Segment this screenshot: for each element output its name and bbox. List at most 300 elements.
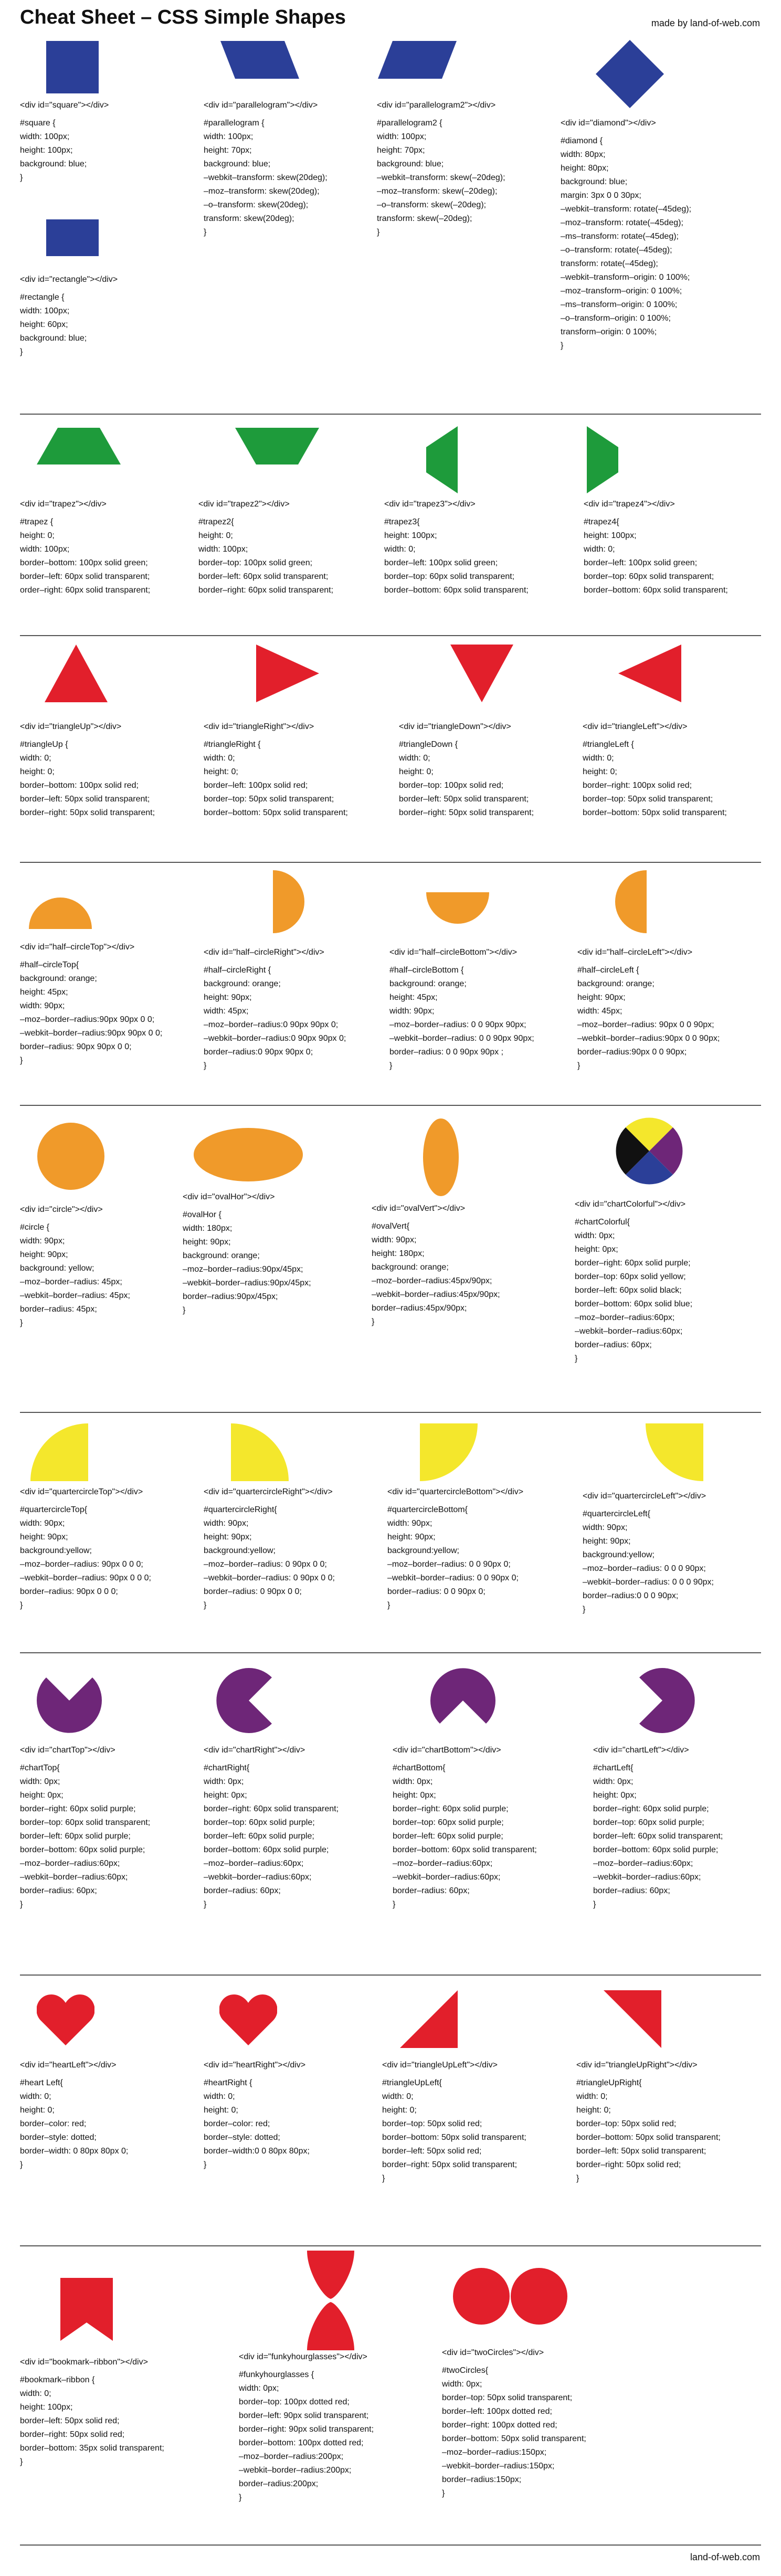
code-css-line: border–left: 100px solid green; [584,558,698,567]
code-css-line: –webkit–border–radius:60px; [575,1327,683,1336]
code-css-line: border–left: 60px solid transparent; [198,572,329,581]
code-css-line: width: 0; [204,2092,235,2101]
code-css-line: height: 100px; [584,531,637,540]
footer-credit: land-of-web.com [690,2552,760,2562]
code-css-line: –moz–transform: rotate(–45deg); [561,218,683,227]
code-css-line: background: orange; [20,974,97,983]
code-css-line: border–bottom: 50px solid transparent; [204,808,348,817]
code-css-line: border–right: 50px solid red; [20,2430,125,2439]
code-css-line: border–radius: 60px; [575,1340,652,1349]
code-css-line: background: blue; [20,160,87,168]
code-css-line: height: 45px; [389,993,438,1002]
rectangle-shape [46,219,99,256]
code-css-line: width: 0; [20,754,51,763]
diamond-shape [596,40,664,108]
code-heart-right [204,2058,310,2172]
code-css-line: width: 100px; [377,132,427,141]
code-css-line: #triangleUpRight{ [576,2078,642,2087]
code-css-line: border–left: 60px solid black; [575,1286,682,1295]
section-divider [20,862,761,863]
code-markup-line: <div id="half–circleLeft"></div> [577,948,693,957]
code-css-line: border–style: dotted; [20,2133,97,2142]
square-shape [46,41,99,93]
code-css-line: #chartColorful{ [575,1218,630,1227]
code-css-line: –webkit–border–radius: 0 90px 0 0; [204,1574,335,1582]
code-css-line: –moz–border–radius: 0 90px 0 0; [204,1560,327,1569]
code-css-line: width: 0; [384,545,416,554]
trapez-shape [37,428,121,464]
code-css-line: border–top: 50px solid red; [382,2119,482,2128]
code-css-line: –o–transform: rotate(–45deg); [561,246,672,255]
code-css-line: height: 0px; [575,1245,618,1254]
code-trapez4 [584,498,728,597]
code-css-line: border–bottom: 50px solid transparent; [583,808,727,817]
code-markup-line: <div id="half–circleBottom"></div> [389,948,518,957]
code-css-line: border–left: 100px dotted red; [442,2407,552,2416]
code-css-line: width: 0px; [442,2380,482,2389]
code-markup-line: <div id="quartercircleLeft"></div> [583,1492,706,1501]
code-css-line: width: 100px; [204,132,254,141]
code-css-line: width: 0; [576,2092,608,2101]
code-chart-bottom [393,1744,537,1912]
code-css-line: border–radius:200px; [239,2479,319,2488]
code-css-line: width: 90px; [583,1523,628,1532]
code-css-line: border–right: 60px solid purple; [575,1259,691,1268]
code-css-line: width: 90px; [20,1237,65,1245]
code-markup-line: <div id="triangleUpRight"></div> [576,2061,698,2070]
code-css-line: border–right: 60px solid purple; [393,1804,509,1813]
section-divider [20,635,761,636]
section-divider [20,2245,761,2246]
code-css-line: width: 90px; [20,1001,65,1010]
code-css-line: } [561,341,564,350]
code-css-line: border–radius: 60px; [20,1886,97,1895]
code-css-line: –moz–border–radius:60px; [20,1859,120,1868]
code-chart-top [20,1744,150,1912]
code-css-line: #square { [20,119,56,128]
heart-left-shape [37,1990,94,2048]
page-title: Cheat Sheet – CSS Simple Shapes [20,6,346,28]
code-css-line: background:yellow; [204,1546,276,1555]
code-css-line: border–bottom: 100px solid red; [20,781,139,790]
code-css-line: #diamond { [561,136,603,145]
code-css-line: border–top: 100px solid green; [198,558,313,567]
code-css-line: #circle { [20,1223,50,1232]
code-css-line: border–left: 50px solid red; [20,2416,120,2425]
section-divider [20,414,761,415]
code-css-line: –webkit–border–radius:60px; [393,1873,501,1882]
code-css-line: } [377,228,380,237]
code-markup-line: <div id="quartercircleBottom"></div> [387,1487,524,1496]
code-markup-line: <div id="heartLeft"></div> [20,2061,117,2070]
code-diamond [561,117,691,353]
code-css-line: border–bottom: 60px solid purple; [593,1845,719,1854]
code-css-line: –webkit–border–radius: 45px; [20,1291,130,1300]
code-css-line: –webkit–border–radius: 0 0 90px 0; [387,1574,519,1582]
code-css-line: width: 90px; [204,1519,249,1528]
code-css-line: border–left: 60px solid purple; [20,1832,131,1841]
code-css-line: height: 90px; [20,1250,68,1259]
code-css-line: border–radius:0 0 0 90px; [583,1591,679,1600]
code-css-line: height: 90px; [387,1533,436,1542]
code-css-line: –moz–border–radius:45px/90px; [372,1276,492,1285]
code-css-line: border–right: 90px solid transparent; [239,2425,374,2434]
code-css-line: height: 100px; [20,2403,73,2412]
code-css-line: width: 90px; [372,1236,417,1244]
code-css-line: height: 100px; [384,531,437,540]
code-css-line: background:yellow; [387,1546,459,1555]
code-css-line: –webkit–border–radius:0 90px 90px 0; [204,1034,346,1043]
code-css-line: #half–circleTop{ [20,960,79,969]
code-css-line: border–top: 60px solid transparent; [384,572,515,581]
code-css-line: –webkit–transform–origin: 0 100%; [561,273,690,282]
code-css-line: –webkit–border–radius:60px; [204,1873,312,1882]
code-css-line: height: 90px; [583,1537,631,1546]
chart-top-shape [37,1668,102,1733]
code-css-line: #twoCircles{ [442,2366,489,2375]
code-css-line: } [393,1900,396,1909]
code-css-line: –webkit–transform: skew(–20deg); [377,173,505,182]
code-css-line: order–right: 60px solid transparent; [20,586,151,595]
chart-right-shape [216,1668,281,1733]
code-css-line: width: 0px; [393,1777,433,1786]
triangle-left-shape [618,645,681,702]
bookmark-ribbon-shape [60,2278,113,2341]
code-css-line: border–left: 90px solid transparent; [239,2411,369,2420]
code-two-circles [442,2346,586,2500]
code-css-line: #funkyhourglasses { [239,2370,314,2379]
code-css-line: –moz–transform: skew(–20deg); [377,187,498,196]
half-circle-top-shape [29,898,92,929]
code-css-line: background: orange; [204,979,281,988]
code-css-line: #parallelogram2 { [377,119,442,128]
code-markup-line: <div id="chartBottom"></div> [393,1746,501,1755]
code-css-line: border–left: 60px solid purple; [204,1832,314,1841]
code-css-line: background: orange; [577,979,655,988]
code-markup-line: <div id="diamond"></div> [561,119,656,128]
code-css-line: border–bottom: 60px solid transparent; [393,1845,537,1854]
code-circle [20,1203,130,1330]
code-parallelogram2 [377,99,505,239]
code-css-line: height: 0; [204,2106,238,2115]
code-triangle-down [399,720,534,820]
code-css-line: margin: 3px 0 0 30px; [561,191,641,200]
code-css-line: transform: skew(20deg); [204,214,294,223]
code-markup-line: <div id="chartLeft"></div> [593,1746,689,1755]
code-css-line: border–color: red; [204,2119,270,2128]
code-css-line: border–left: 50px solid transparent; [20,795,150,804]
triangle-up-right-shape [604,1990,661,2048]
code-parallelogram [204,99,328,239]
code-css-line: –moz–border–radius: 45px; [20,1278,122,1286]
two-circles-shape [452,2267,568,2325]
code-css-line: width: 45px; [577,1007,622,1016]
code-css-line: #ovalHor { [183,1210,221,1219]
code-css-line: #half–circleBottom { [389,966,464,975]
code-css-line: –webkit–border–radius: 90px 0 0 0; [20,1574,151,1582]
code-css-line: border–bottom: 60px solid blue; [575,1300,693,1308]
code-css-line: } [577,1061,581,1070]
code-css-line: border–top: 100px dotted red; [239,2398,350,2406]
code-css-line: border–left: 100px solid red; [204,781,308,790]
code-quarter-circle-top [20,1485,151,1612]
code-css-line: } [576,2174,579,2183]
code-css-line: #trapez2{ [198,518,234,526]
triangle-down-shape [450,645,513,702]
code-half-circle-bottom [389,946,534,1073]
code-css-line: #bookmark–ribbon { [20,2376,95,2384]
triangle-up-left-shape [400,1990,458,2048]
code-css-line: #heart Left{ [20,2078,63,2087]
code-chart-right [204,1744,339,1912]
code-css-line: background: orange; [389,979,467,988]
code-css-line: border–left: 60px solid transparent; [20,572,150,581]
code-css-line: border–right: 50px solid transparent; [399,808,534,817]
code-css-line: border–top: 60px solid transparent; [20,1818,151,1827]
code-css-line: border–top: 50px solid red; [576,2119,677,2128]
code-css-line: #trapez3{ [384,518,420,526]
code-css-line: background: blue; [204,160,271,168]
code-css-line: border–bottom: 60px solid purple; [204,1845,329,1854]
chart-bottom-shape [430,1668,495,1733]
code-css-line: } [20,1318,23,1327]
code-css-line: border–right: 50px solid transparent; [382,2160,518,2169]
code-css-line: width: 0; [583,754,614,763]
code-css-line: border–right: 100px solid red; [583,781,692,790]
code-markup-line: <div id="triangleDown"></div> [399,722,511,731]
code-css-line: background: orange; [183,1251,260,1260]
code-css-line: } [20,2457,23,2466]
code-css-line: border–top: 60px solid purple; [593,1818,704,1827]
code-markup-line: <div id="trapez3"></div> [384,500,476,509]
code-css-line: height: 90px; [20,1533,68,1542]
code-trapez3 [384,498,529,597]
quarter-circle-top-shape [30,1423,88,1481]
code-css-line: border–left: 50px solid transparent; [399,795,529,804]
code-css-line: border–radius:45px/90px; [372,1304,467,1313]
section-divider [20,2545,761,2546]
code-css-line: #chartLeft{ [593,1764,634,1772]
code-css-line: width: 0; [20,2389,51,2398]
code-trapez2 [198,498,333,597]
code-markup-line: <div id="ovalHor"></div> [183,1192,275,1201]
code-markup-line: <div id="half–circleTop"></div> [20,943,135,952]
code-bookmark-ribbon [20,2356,164,2469]
code-css-line: } [372,1317,375,1326]
code-css-line: –moz–border–radius:90px/45px; [183,1265,303,1274]
code-css-line: width: 0px; [239,2384,279,2393]
code-css-line: border–radius: 60px; [204,1886,281,1895]
code-css-line: #quartercircleTop{ [20,1505,88,1514]
code-css-line: border–radius:0 90px 90px 0; [204,1048,313,1057]
section-divider [20,1652,761,1653]
code-css-line: border–right: 60px solid purple; [593,1804,709,1813]
code-chart-colorful [575,1198,692,1366]
code-markup-line: <div id="circle"></div> [20,1205,103,1214]
code-markup-line: <div id="trapez4"></div> [584,500,675,509]
code-css-line: background: yellow; [20,1264,94,1273]
code-css-line: } [204,1601,207,1610]
code-css-line: border–top: 50px solid transparent; [442,2393,573,2402]
code-css-line: background: blue; [561,177,628,186]
code-css-line: border–bottom: 50px solid transparent; [382,2133,526,2142]
header-credit: made by land-of-web.com [651,18,760,28]
code-css-line: –moz–border–radius: 90px 0 0 90px; [577,1020,714,1029]
code-markup-line: <div id="trapez2"></div> [198,500,290,509]
code-css-line: } [204,228,207,237]
code-css-line: transform: skew(–20deg); [377,214,472,223]
code-css-line: #triangleLeft { [583,740,634,749]
code-css-line: border–color: red; [20,2119,87,2128]
code-css-line: #quartercircleRight{ [204,1505,277,1514]
code-css-line: #chartBottom{ [393,1764,446,1772]
code-css-line: border–bottom: 35px solid transparent; [20,2444,164,2453]
code-css-line: } [204,1061,207,1070]
code-rectangle [20,273,118,359]
code-css-line: #chartTop{ [20,1764,60,1772]
code-css-line: border–radius: 0 0 90px 90px ; [389,1048,504,1057]
code-css-line: #rectangle { [20,293,65,302]
code-css-line: height: 45px; [20,988,68,997]
code-css-line: border–right: 60px solid transparent; [198,586,334,595]
code-markup-line: <div id="chartRight"></div> [204,1746,305,1755]
code-css-line: } [20,1056,23,1065]
code-css-line: #quartercircleBottom{ [387,1505,468,1514]
code-css-line: #half–circleRight { [204,966,271,975]
code-css-line: height: 80px; [561,164,609,173]
code-css-line: height: 0; [576,2106,611,2115]
code-css-line: –webkit–border–radius:90px/45px; [183,1279,311,1287]
code-css-line: background: blue; [377,160,444,168]
code-css-line: height: 100px; [20,146,73,155]
section-divider [20,1412,761,1413]
code-css-line: width: 90px; [387,1519,432,1528]
code-css-line: #trapez4{ [584,518,619,526]
code-css-line: border–top: 60px solid purple; [393,1818,504,1827]
code-css-line: border–top: 100px solid red; [399,781,504,790]
code-markup-line: <div id="rectangle"></div> [20,275,118,284]
code-css-line: –webkit–border–radius:90px 90px 0 0; [20,1029,163,1038]
code-css-line: width: 100px; [20,307,70,315]
code-css-line: –o–transform: skew(20deg); [204,200,309,209]
code-css-line: width: 100px; [20,132,70,141]
half-circle-bottom-shape [426,892,489,924]
code-css-line: –moz–border–radius:0 90px 90px 0; [204,1020,339,1029]
code-css-line: border–bottom: 100px solid green; [20,558,148,567]
code-square [20,99,109,185]
code-css-line: border–bottom: 60px solid transparent; [384,586,529,595]
quarter-circle-left-shape [646,1423,703,1481]
code-markup-line: <div id="heartRight"></div> [204,2061,306,2070]
code-css-line: border–right: 60px solid transparent; [204,1804,339,1813]
code-markup-line: <div id="triangleUp"></div> [20,722,122,731]
code-css-line: #ovalVert{ [372,1222,410,1231]
code-css-line: height: 70px; [204,146,252,155]
code-css-line: –webkit–border–radius:60px; [593,1873,701,1882]
code-css-line: width: 90px; [20,1519,65,1528]
code-css-line: border–radius: 60px; [593,1886,670,1895]
code-css-line: –webkit–transform: skew(20deg); [204,173,328,182]
code-css-line: } [382,2174,385,2183]
code-markup-line: <div id="triangleLeft"></div> [583,722,688,731]
code-css-line: border–bottom: 60px solid transparent; [584,586,728,595]
code-css-line: width: 0; [399,754,430,763]
code-css-line: –webkit–border–radius:150px; [442,2462,555,2471]
code-css-line: –moz–border–radius:90px 90px 0 0; [20,1015,155,1024]
code-css-line: border–radius: 0 90px 0 0; [204,1587,302,1596]
code-css-line: height: 90px; [204,993,252,1002]
trapez2-shape [235,428,319,464]
code-css-line: #chartRight{ [204,1764,250,1772]
code-css-line: border–width: 0 80px 80px 0; [20,2147,129,2156]
code-quarter-circle-left [583,1490,714,1617]
code-css-line: height: 90px; [183,1238,231,1247]
code-css-line: } [204,2160,207,2169]
code-css-line: border–left: 60px solid purple; [393,1832,503,1841]
code-css-line: } [204,1900,207,1909]
code-css-line: } [575,1354,578,1363]
code-css-line: #triangleRight { [204,740,261,749]
funky-hourglasses-shape [302,2251,360,2350]
code-css-line: height: 0; [204,767,238,776]
code-css-line: –moz–transform–origin: 0 100%; [561,287,682,295]
code-css-line: –moz–border–radius: 0 0 0 90px; [583,1564,706,1573]
oval-horizontal-shape [193,1127,303,1183]
code-css-line: –moz–border–radius: 0 0 90px 90px; [389,1020,526,1029]
code-css-line: border–width:0 0 80px 80px; [204,2147,310,2156]
trapez3-shape [426,426,458,493]
code-oval-vertical [372,1202,500,1329]
half-circle-right-shape [273,870,304,933]
code-triangle-up-left [382,2058,526,2186]
code-css-line: #triangleUp { [20,740,68,749]
code-css-line: height: 180px; [372,1249,425,1258]
code-css-line: width: 180px; [183,1224,233,1233]
code-css-line: height: 0; [20,2106,55,2115]
chart-left-shape [630,1668,695,1733]
code-css-line: border–radius:90px/45px; [183,1292,278,1301]
code-css-line: height: 0px; [593,1791,637,1800]
code-css-line: } [20,173,23,182]
code-css-line: width: 0; [584,545,615,554]
code-css-line: border–left: 50px solid red; [382,2147,482,2156]
code-css-line: } [183,1306,186,1315]
code-triangle-right [204,720,348,820]
code-css-line: } [20,1900,23,1909]
code-half-circle-right [204,946,346,1073]
code-chart-left [593,1744,723,1912]
code-css-line: #half–circleLeft { [577,966,639,975]
code-css-line: border–radius:90px 0 0 90px; [577,1048,687,1057]
code-css-line: } [583,1605,586,1614]
code-heart-left [20,2058,128,2172]
trapez4-shape [587,426,618,493]
code-css-line: height: 70px; [377,146,425,155]
code-quarter-circle-right [204,1485,335,1612]
section-divider [20,1105,761,1106]
code-markup-line: <div id="ovalVert"></div> [372,1204,466,1213]
code-markup-line: <div id="chartTop"></div> [20,1746,115,1755]
code-css-line: border–right: 50px solid transparent; [20,808,155,817]
code-css-line: border–bottom: 50px solid transparent; [442,2434,586,2443]
code-markup-line: <div id="triangleUpLeft"></div> [382,2061,498,2070]
code-css-line: border–bottom: 100px dotted red; [239,2438,364,2447]
code-markup-line: <div id="parallelogram"></div> [204,101,318,110]
code-css-line: border–radius:150px; [442,2475,522,2484]
code-markup-line: <div id="parallelogram2"></div> [377,101,496,110]
code-css-line: width: 100px; [20,545,70,554]
code-css-line: border–left: 100px solid green; [384,558,498,567]
